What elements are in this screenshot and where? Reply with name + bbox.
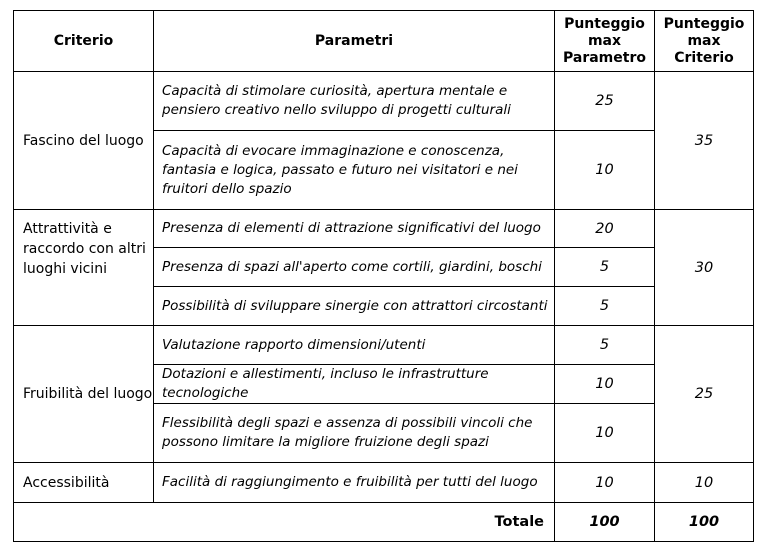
total-label: Totale [14, 503, 555, 542]
max-criterio-cell: 35 [655, 72, 754, 210]
scoring-table [13, 10, 754, 542]
max-parametro-cell: 5 [555, 326, 655, 365]
table-row [14, 210, 754, 248]
max-parametro-cell: 5 [555, 248, 655, 287]
max-parametro-cell: 25 [555, 72, 655, 131]
criterio-cell: Attrattività e raccordo con altri luoghi vicini [14, 210, 154, 326]
criterio-cell: Accessibilità [14, 463, 154, 503]
max-parametro-cell: 10 [555, 365, 655, 404]
max-criterio-cell: 30 [655, 210, 754, 326]
max-parametro-cell: 20 [555, 210, 655, 248]
parametro-cell: Dotazioni e allestimenti, incluso le infrastrutture tecnologiche [154, 365, 555, 404]
table-row [14, 72, 754, 131]
header-criterio: Criterio [14, 11, 154, 72]
header-punteggio-parametro: Punteggio max Parametro [555, 11, 655, 72]
parametro-cell: Flessibilità degli spazi e assenza di possibili vincoli che possono limitare la migliore fruizione degli spazi [154, 404, 555, 463]
parametro-cell: Possibilità di sviluppare sinergie con attrattori circostanti [154, 287, 555, 326]
parametro-cell: Capacità di stimolare curiosità, apertura mentale e pensiero creativo nello sviluppo di progetti culturali [154, 72, 555, 131]
max-criterio-cell: 10 [655, 463, 754, 503]
parametro-cell: Presenza di spazi all'aperto come cortili, giardini, boschi [154, 248, 555, 287]
parametro-cell: Presenza di elementi di attrazione significativi del luogo [154, 210, 555, 248]
header-row [14, 11, 754, 72]
table-row [14, 463, 754, 503]
table-row [14, 326, 754, 365]
parametro-cell: Valutazione rapporto dimensioni/utenti [154, 326, 555, 365]
total-row [14, 503, 754, 542]
criterio-cell: Fascino del luogo [14, 72, 154, 210]
max-parametro-cell: 10 [555, 131, 655, 210]
total-criterio: 100 [655, 503, 754, 542]
max-parametro-cell: 10 [555, 463, 655, 503]
header-punteggio-criterio: Punteggio max Criterio [655, 11, 754, 72]
parametro-cell: Facilità di raggiungimento e fruibilità per tutti del luogo [154, 463, 555, 503]
header-parametri: Parametri [154, 11, 555, 72]
max-criterio-cell: 25 [655, 326, 754, 463]
max-parametro-cell: 5 [555, 287, 655, 326]
parametro-cell: Capacità di evocare immaginazione e conoscenza, fantasia e logica, passato e futuro nei visitatori e nei fruitori dello spazio [154, 131, 555, 210]
max-parametro-cell: 10 [555, 404, 655, 463]
total-parametro: 100 [555, 503, 655, 542]
criterio-cell: Fruibilità del luogo [14, 326, 154, 463]
